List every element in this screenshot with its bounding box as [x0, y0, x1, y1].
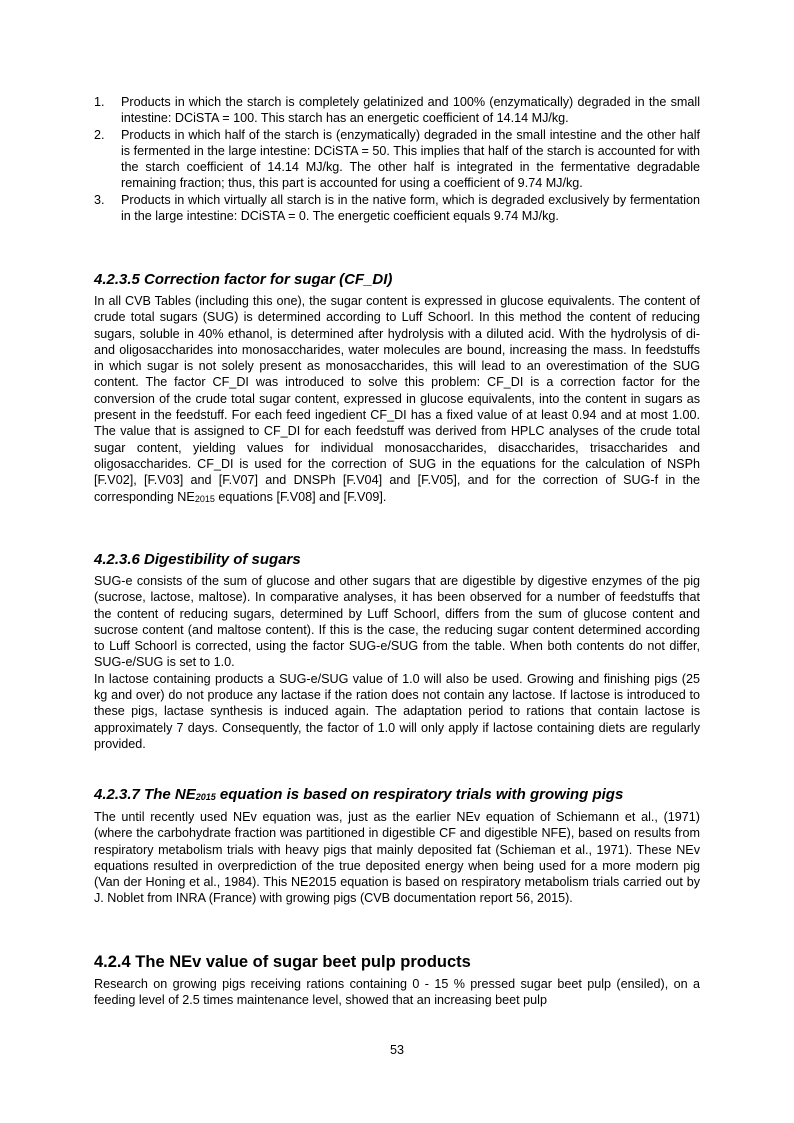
list-item-text: Products in which virtually all starch is in the native form, which is degraded exclusively by fermentation in the large intestine: DCiSTA = 0. The energetic coefficient equals 9.74 MJ/kg.	[121, 192, 700, 224]
section-heading: 4.2.4 The NEv value of sugar beet pulp products	[94, 953, 471, 971]
list-item-text: Products in which the starch is completely gelatinized and 100% (enzymatically) degraded in the small intestine: DCiSTA = 100. This starch has an energetic coefficient of 14.14 MJ/kg.	[121, 95, 700, 126]
list-item	[94, 94, 700, 127]
section-paragraph-1: SUG-e consists of the sum of glucose and other sugars that are digestible by digestive enzymes of the pig (sucrose, lactose, maltose). In comparative analyses, it has been observed for a number of feedstuffs that the content of reducing sugars, determined by Luff Schoorl, differs from the sum of glucose content and sucrose content (and maltose content). If this is the case, the reducing sugar content determined according to Luff Schoorl is corrected, using the factor SUG-e/SUG from the table. When both contents do not differ, SUG-e/SUG is set to 1.0.	[94, 574, 700, 670]
heading-text-tail: equation is based on respiratory trials with growing pigs	[215, 786, 624, 803]
list-item-text: Products in which half of the starch is (enzymatically) degraded in the small intestine and the other half is fermented in the large intestine: DCiSTA = 50. This implies that half of the starch is accounted for with the starch coefficient of 14.14 MJ/kg. The other half is integrated in the fermentative degradable remaining fraction; thus, this part is accounted for using a coefficient of 9.74 MJ/kg.	[121, 127, 700, 191]
section-4-2-3-6	[94, 551, 700, 752]
section-body: The until recently used NEv equation was, just as the earlier NEv equation of Schiemann et al., (1971) (where the carbohydrate fraction was partitioned in digestible CF and digestible NFE), based on results from respiratory metabolism trials with heavy pigs that mainly deposited fat (Schieman et al., 1971). These NEv equations resulted in overprediction of the true deposited energy when being used for a more modern pig (Van der Honing et al., 1984). This NE2015 equation is based on respiratory metabolism trials carried out by J. Noblet from INRA (France) with growing pigs (CVB documentation report 56, 2015).	[94, 810, 700, 906]
subscript: 2015	[195, 792, 216, 802]
body-text: In all CVB Tables (including this one), the sugar content is expressed in glucose equivalents. The content of crude total sugars (SUG) is determined according to Luff Schoorl. In this method the content of reducing sugars, soluble in 40% ethanol, is determined after hydrolysis with a diluted acid. With the hydrolysis of di- and oligosaccharides into monosaccharides, water molecules are bound, increasing the mass. In feedstuffs in which sugar is not solely present as monosaccharides, this will lead to an overestimation of the SUG content. The factor CF_DI was introduced to solve this problem: CF_DI is a correction factor for the conversion of the crude total sugar content, expressed in glucose equivalents, into the content in sugars as present in the feedstuff. For each feed ingedient CF_DI has a fixed value of at least 0.94 and at most 1.00. The value that is assigned to CF_DI for each feedstuff was derived from HPLC analyses of the crude total sugar content, yielding values for individual monosaccharides, disaccharides, trisaccharides and oligosaccharides. CF_DI is used for the correction of SUG in the equations for the calculation of NSPh [F.V02], [F.V03] and [F.V07] and DNSPh [F.V04] and [F.V05], and for the correction of SUG-f in the corresponding NE	[94, 294, 700, 504]
list-number: 2.	[94, 127, 105, 142]
starch-degradation-list	[94, 94, 700, 224]
section-heading	[94, 786, 700, 805]
section-heading: 4.2.3.6 Digestibility of sugars	[94, 551, 301, 568]
section-heading: 4.2.3.5 Correction factor for sugar (CF_DI)	[94, 271, 393, 288]
heading-text: 4.2.3.7 The NE	[94, 786, 196, 803]
subscript: 2015	[194, 493, 215, 504]
section-4-2-3-5	[94, 271, 700, 506]
section-body: Research on growing pigs receiving rations containing 0 - 15 % pressed sugar beet pulp (ensiled), on a feeding level of 2.5 times maintenance level, showed that an increasing beet pulp	[94, 977, 700, 1008]
section-4-2-4	[94, 953, 700, 1009]
section-4-2-3-7	[94, 786, 700, 907]
section-paragraph-2: In lactose containing products a SUG-e/SUG value of 1.0 will also be used. Growing and finishing pigs (25 kg and over) do not produce any lactase if the ration does not contain any lactose. If lactose is introduced to these pigs, lactase synthesis is induced again. The adaptation period to rations that contain lactose is approximately 7 days. Consequently, the factor of 1.0 will only apply if lactose containing diets are regularly provided.	[94, 671, 700, 751]
section-body	[94, 293, 700, 506]
body-text-tail: equations [F.V08] and [F.V09].	[214, 489, 387, 504]
list-item	[94, 192, 700, 225]
list-number: 1.	[94, 95, 105, 109]
list-number: 3.	[94, 192, 105, 207]
list-item	[94, 127, 700, 192]
page-number: 53	[389, 1043, 404, 1057]
